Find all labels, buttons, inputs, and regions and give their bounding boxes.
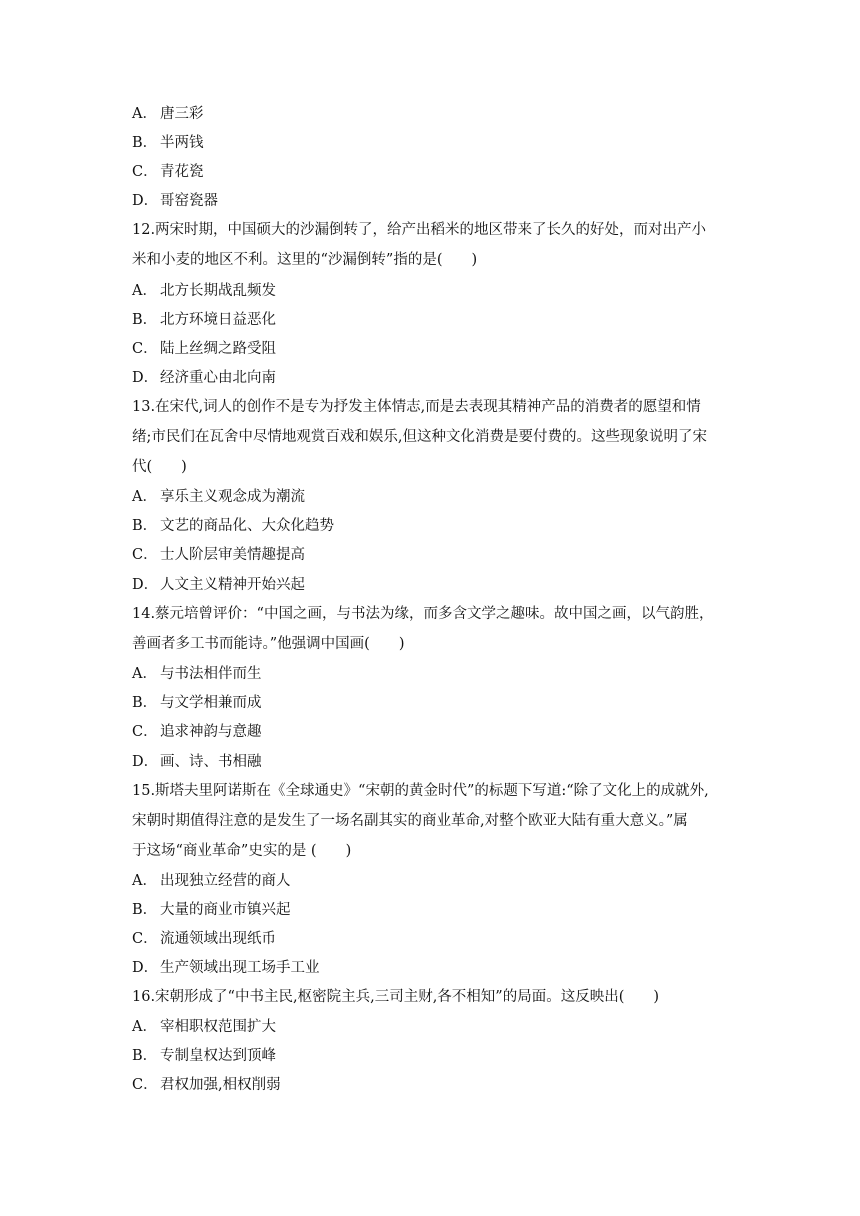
q13-option-a: A． 享乐主义观念成为潮流 [132, 489, 305, 505]
q11-option-c: C． 青花瓷 [132, 164, 204, 180]
q14-stem-line-1: 14.蔡元培曾评价：“中国之画，与书法为缘，而多含文学之趣味。故中国之画，以气韵胜， [132, 606, 714, 622]
q12-option-c: C． 陆上丝绸之路受阻 [132, 341, 276, 357]
q15-stem-line-1: 15.斯塔夫里阿诺斯在《全球通史》“宋朝的黄金时代”的标题下写道:“除了文化上的成就外, [132, 783, 709, 799]
q16-option-c: C． 君权加强,相权削弱 [132, 1077, 281, 1093]
q15-option-a: A． 出现独立经营的商人 [132, 873, 291, 889]
q11-option-b: B． 半两钱 [132, 135, 204, 151]
q13-option-c: C． 士人阶层审美情趣提高 [132, 547, 305, 563]
q15-option-c: C． 流通领域出现纸币 [132, 931, 276, 947]
q12-stem-line-1: 12.两宋时期，中国硕大的沙漏倒转了，给产出稻米的地区带来了长久的好处，而对出产小 [132, 222, 707, 238]
q14-stem-line-2: 善画者多工书而能诗。”他强调中国画( ) [132, 636, 405, 652]
q14-option-d: D． 画、诗、书相融 [132, 754, 262, 770]
q12-stem-line-2: 米和小麦的地区不利。这里的“沙漏倒转”指的是( ) [132, 252, 478, 268]
q14-option-b: B． 与文学相兼而成 [132, 695, 262, 711]
q16-stem-line-1: 16.宋朝形成了“中书主民,枢密院主兵,三司主财,各不相知”的局面。这反映出( ) [132, 989, 660, 1005]
q11-option-a: A． 唐三彩 [132, 106, 204, 122]
q13-stem-line-1: 13.在宋代,词人的创作不是专为抒发主体情志,而是去表现其精神产品的消费者的愿望和情 [132, 399, 701, 415]
q15-option-d: D． 生产领域出现工场手工业 [132, 960, 320, 976]
q12-option-d: D． 经济重心由北向南 [132, 370, 276, 386]
q16-option-a: A． 宰相职权范围扩大 [132, 1019, 276, 1035]
q13-option-d: D． 人文主义精神开始兴起 [132, 577, 305, 593]
q15-option-b: B． 大量的商业市镇兴起 [132, 902, 291, 918]
q12-option-b: B． 北方环境日益恶化 [132, 312, 276, 328]
q13-option-b: B． 文艺的商品化、大众化趋势 [132, 518, 334, 534]
q16-option-b: B． 专制皇权达到顶峰 [132, 1048, 276, 1064]
q14-option-c: C． 追求神韵与意趣 [132, 724, 262, 740]
q12-option-a: A． 北方长期战乱频发 [132, 283, 276, 299]
q13-stem-line-2: 绪;市民们在瓦舍中尽情地观赏百戏和娱乐,但这种文化消费是要付费的。这些现象说明了宋 [132, 429, 707, 445]
q15-stem-line-3: 于这场“商业革命”史实的是 ( ) [132, 843, 352, 859]
q11-option-d: D． 哥窑瓷器 [132, 193, 218, 209]
q14-option-a: A． 与书法相伴而生 [132, 666, 262, 682]
q15-stem-line-2: 宋朝时期值得注意的是发生了一场名副其实的商业革命,对整个欧亚大陆有重大意义。”属 [132, 813, 688, 829]
q13-stem-line-3: 代( ) [132, 459, 187, 475]
